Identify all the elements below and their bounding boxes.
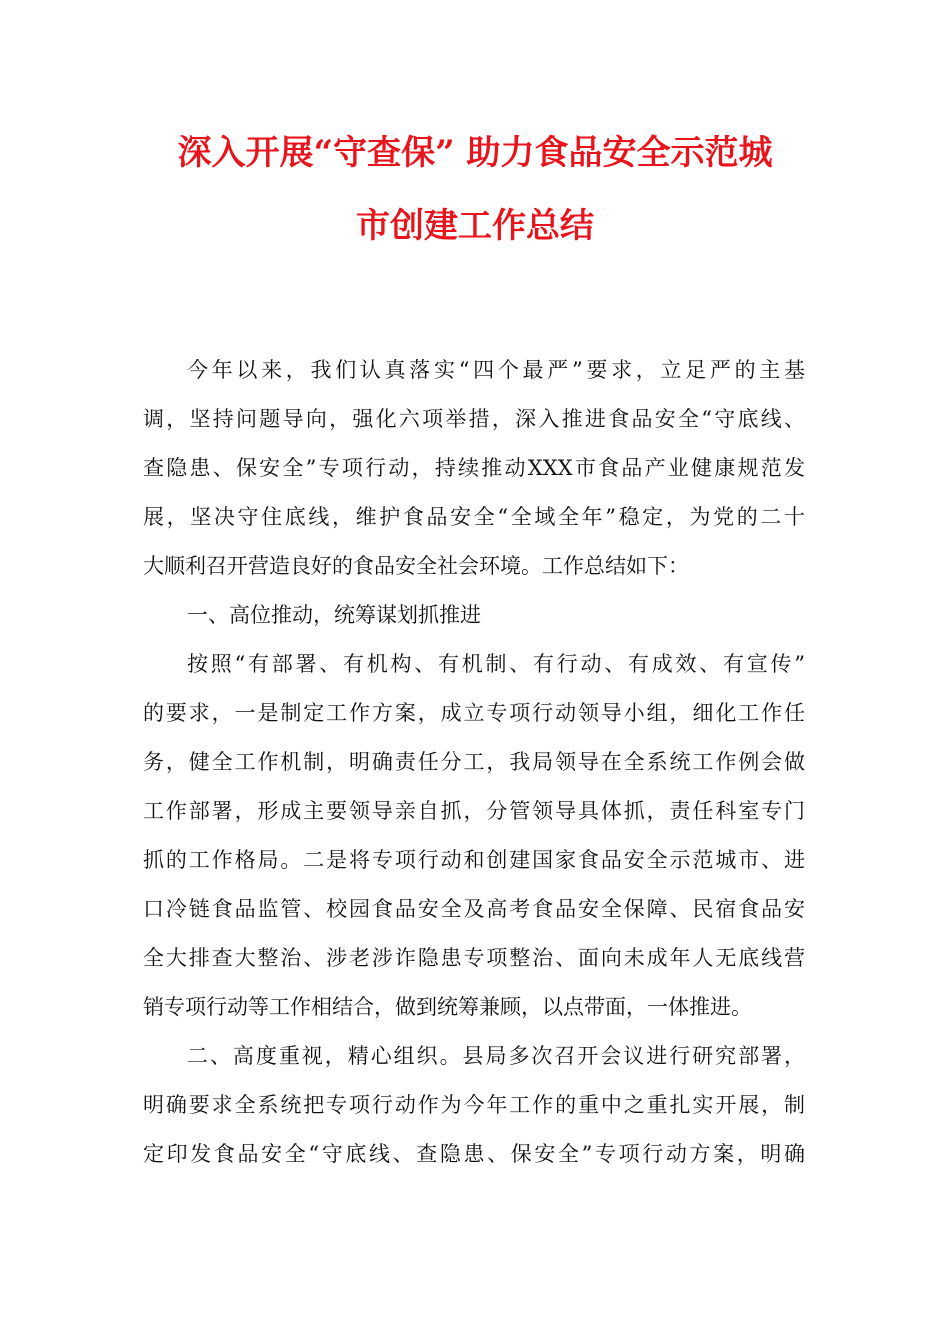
paragraph-line: 抓的工作格局。二是将专项行动和创建国家食品安全示范城市、进 <box>143 848 805 872</box>
paragraph-line: 工作部署，形成主要领导亲自抓，分管领导具体抓，责任科室专门 <box>143 799 805 823</box>
paragraph-line: 全大排查大整治、涉老涉诈隐患专项整治、面向未成年人无底线营 <box>143 946 805 970</box>
paragraph-line: 查隐患、保安全”专项行动，持续推动XXX市食品产业健康规范发 <box>143 456 805 480</box>
paragraph-line: 二、高度重视，精心组织。县局多次召开会议进行研究部署， <box>187 1044 805 1068</box>
paragraph-line: 大顺利召开营造良好的食品安全社会环境。工作总结如下： <box>143 554 689 578</box>
paragraph-line: 今年以来，我们认真落实“四个最严”要求，立足严的主基 <box>187 358 805 382</box>
paragraph-line: 口冷链食品监管、校园食品安全及高考食品安全保障、民宿食品安 <box>143 897 805 921</box>
section-heading: 一、高位推动，统筹谋划抓推进 <box>187 603 481 627</box>
paragraph-line: 定印发食品安全“守底线、查隐患、保安全”专项行动方案，明确 <box>143 1142 805 1166</box>
paragraph-line: 销专项行动等工作相结合，做到统筹兼顾，以点带面，一体推进。 <box>143 995 752 1019</box>
paragraph-line: 务，健全工作机制，明确责任分工，我局领导在全系统工作例会做 <box>143 750 805 774</box>
document-title-line-1: 深入开展“守查保” 助力食品安全示范城 <box>177 133 773 173</box>
document-title-line-2: 市创建工作总结 <box>356 206 594 246</box>
paragraph-line: 按照“有部署、有机构、有机制、有行动、有成效、有宣传” <box>187 652 805 676</box>
document-body <box>143 346 805 1179</box>
paragraph-line: 展，坚决守住底线，维护食品安全“全域全年”稳定，为党的二十 <box>143 505 805 529</box>
paragraph-line: 的要求，一是制定工作方案，成立专项行动领导小组，细化工作任 <box>143 701 805 725</box>
paragraph-line: 明确要求全系统把专项行动作为今年工作的重中之重扎实开展，制 <box>143 1093 805 1117</box>
paragraph-line: 调，坚持问题导向，强化六项举措，深入推进食品安全“守底线、 <box>143 407 805 431</box>
